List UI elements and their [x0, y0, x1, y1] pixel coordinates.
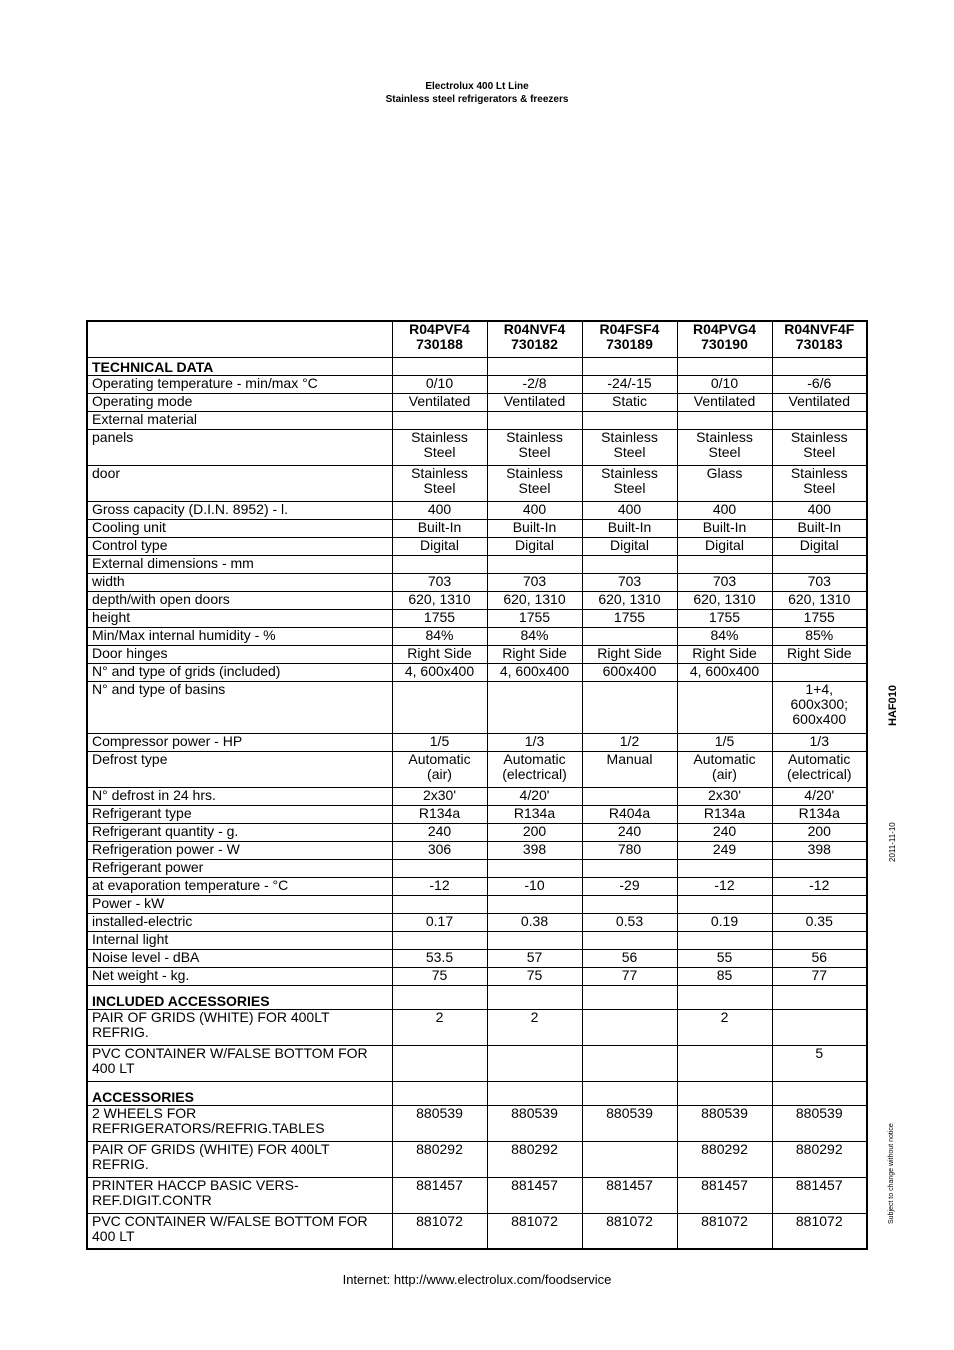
value-cell: 240: [392, 823, 487, 841]
value-cell: 4, 600x400: [677, 663, 772, 681]
value-cell: [487, 895, 582, 913]
value-cell: [582, 1009, 677, 1045]
value-cell: 200: [487, 823, 582, 841]
value-cell: 880292: [392, 1141, 487, 1177]
value-cell: 1755: [677, 609, 772, 627]
row-label: panels: [87, 429, 392, 465]
value-cell: 880292: [487, 1141, 582, 1177]
row-label: depth/with open doors: [87, 591, 392, 609]
value-cell: 703: [487, 573, 582, 591]
value-cell: 600x400: [582, 663, 677, 681]
value-cell: Built-In: [392, 519, 487, 537]
table-row: [87, 1009, 867, 1045]
value-cell: 77: [582, 967, 677, 985]
value-cell: Digital: [487, 537, 582, 555]
model-name: R04PVF4: [409, 321, 470, 337]
value-cell: 880292: [677, 1141, 772, 1177]
value-cell: 400: [582, 501, 677, 519]
value-cell: [582, 627, 677, 645]
value-cell: 57: [487, 949, 582, 967]
value-cell: Right Side: [392, 645, 487, 663]
value-cell: Stainless Steel: [487, 429, 582, 465]
value-cell: 398: [772, 841, 867, 859]
value-cell: [582, 681, 677, 733]
table-row: [87, 663, 867, 681]
value-cell: 0.38: [487, 913, 582, 931]
document-header: [0, 80, 954, 106]
row-label: PAIR OF GRIDS (WHITE) FOR 400LT REFRIG.: [87, 1009, 392, 1045]
row-label: PAIR OF GRIDS (WHITE) FOR 400LT REFRIG.: [87, 1141, 392, 1177]
row-label: Refrigeration power - W: [87, 841, 392, 859]
value-cell: -29: [582, 877, 677, 895]
value-cell: Digital: [392, 537, 487, 555]
row-label: Defrost type: [87, 751, 392, 787]
table-row: [87, 1213, 867, 1249]
table-row: [87, 841, 867, 859]
value-cell: 881457: [772, 1177, 867, 1213]
row-label: Min/Max internal humidity - %: [87, 627, 392, 645]
value-cell: Automatic (electrical): [487, 751, 582, 787]
value-cell: [772, 931, 867, 949]
row-label: Power - kW: [87, 895, 392, 913]
row-label: PVC CONTAINER W/FALSE BOTTOM FOR 400 LT: [87, 1045, 392, 1081]
technical-data-heading: [87, 357, 867, 375]
value-cell: 306: [392, 841, 487, 859]
value-cell: Stainless Steel: [772, 465, 867, 501]
value-cell: 4, 600x400: [487, 663, 582, 681]
row-label: Net weight - kg.: [87, 967, 392, 985]
value-cell: 881072: [582, 1213, 677, 1249]
value-cell: R134a: [677, 805, 772, 823]
footer-url: Internet: http://www.electrolux.com/foodservice: [342, 1272, 612, 1287]
value-cell: 620, 1310: [487, 591, 582, 609]
value-cell: 703: [392, 573, 487, 591]
value-cell: [392, 411, 487, 429]
value-cell: [392, 681, 487, 733]
value-cell: [677, 411, 772, 429]
value-cell: 240: [677, 823, 772, 841]
value-cell: 4, 600x400: [392, 663, 487, 681]
table-row: [87, 555, 867, 573]
value-cell: 5: [772, 1045, 867, 1081]
value-cell: [772, 895, 867, 913]
value-cell: Built-In: [677, 519, 772, 537]
value-cell: 620, 1310: [677, 591, 772, 609]
table-row: [87, 591, 867, 609]
table-row: [87, 967, 867, 985]
table-row: [87, 787, 867, 805]
empty-cell: [772, 985, 867, 1009]
value-cell: 77: [772, 967, 867, 985]
row-label: External material: [87, 411, 392, 429]
row-label: Gross capacity (D.I.N. 8952) - l.: [87, 501, 392, 519]
empty-cell: [772, 357, 867, 375]
empty-cell: [677, 985, 772, 1009]
model-header-cell: [582, 321, 677, 357]
value-cell: [772, 1009, 867, 1045]
value-cell: 84%: [392, 627, 487, 645]
value-cell: 85%: [772, 627, 867, 645]
value-cell: -12: [677, 877, 772, 895]
value-cell: [487, 411, 582, 429]
value-cell: 1755: [487, 609, 582, 627]
row-label: Operating temperature - min/max °C: [87, 375, 392, 393]
table-row: [87, 913, 867, 931]
value-cell: R404a: [582, 805, 677, 823]
table-row: [87, 429, 867, 465]
section-heading: ACCESSORIES: [87, 1081, 392, 1105]
row-label: N° and type of basins: [87, 681, 392, 733]
value-cell: 880539: [677, 1105, 772, 1141]
included-accessories-heading: [87, 985, 867, 1009]
value-cell: -12: [772, 877, 867, 895]
value-cell: 880539: [772, 1105, 867, 1141]
row-label: Internal light: [87, 931, 392, 949]
model-name: R04PVG4: [692, 321, 757, 337]
value-cell: 0.53: [582, 913, 677, 931]
model-name: R04FSF4: [599, 321, 660, 337]
value-cell: Stainless Steel: [582, 465, 677, 501]
value-cell: [392, 859, 487, 877]
row-label: External dimensions - mm: [87, 555, 392, 573]
value-cell: [487, 859, 582, 877]
value-cell: [772, 663, 867, 681]
table-row: [87, 645, 867, 663]
table-row: [87, 573, 867, 591]
row-label: Noise level - dBA: [87, 949, 392, 967]
value-cell: 4/20': [487, 787, 582, 805]
table-row: [87, 931, 867, 949]
value-cell: 1/5: [677, 733, 772, 751]
value-cell: R134a: [772, 805, 867, 823]
value-cell: 880539: [392, 1105, 487, 1141]
value-cell: 4/20': [772, 787, 867, 805]
value-cell: [582, 411, 677, 429]
value-cell: Stainless Steel: [582, 429, 677, 465]
value-cell: Right Side: [582, 645, 677, 663]
value-cell: 2x30': [677, 787, 772, 805]
value-cell: 1/3: [772, 733, 867, 751]
value-cell: [677, 895, 772, 913]
value-cell: Stainless Steel: [677, 429, 772, 465]
value-cell: Stainless Steel: [392, 465, 487, 501]
row-label: Compressor power - HP: [87, 733, 392, 751]
value-cell: Automatic (air): [392, 751, 487, 787]
table-row: [87, 627, 867, 645]
value-cell: 780: [582, 841, 677, 859]
table-row: [87, 751, 867, 787]
model-header-cell: [487, 321, 582, 357]
value-cell: Glass: [677, 465, 772, 501]
value-cell: Static: [582, 393, 677, 411]
value-cell: 0.19: [677, 913, 772, 931]
value-cell: 400: [772, 501, 867, 519]
table-row: [87, 895, 867, 913]
value-cell: [582, 787, 677, 805]
value-cell: 398: [487, 841, 582, 859]
table-row: [87, 1045, 867, 1081]
model-code: 730190: [701, 336, 748, 352]
value-cell: [392, 1045, 487, 1081]
model-header-row: [87, 321, 867, 357]
value-cell: [772, 859, 867, 877]
value-cell: [392, 931, 487, 949]
row-label: Operating mode: [87, 393, 392, 411]
value-cell: -10: [487, 877, 582, 895]
value-cell: [582, 1045, 677, 1081]
value-cell: 400: [677, 501, 772, 519]
value-cell: Stainless Steel: [772, 429, 867, 465]
value-cell: 0/10: [392, 375, 487, 393]
row-label: N° and type of grids (included): [87, 663, 392, 681]
value-cell: 880539: [487, 1105, 582, 1141]
value-cell: 620, 1310: [582, 591, 677, 609]
value-cell: [677, 859, 772, 877]
value-cell: [392, 555, 487, 573]
value-cell: [677, 931, 772, 949]
table-row: [87, 609, 867, 627]
value-cell: 1/5: [392, 733, 487, 751]
value-cell: 2: [677, 1009, 772, 1045]
value-cell: 703: [582, 573, 677, 591]
value-cell: 53.5: [392, 949, 487, 967]
value-cell: Right Side: [487, 645, 582, 663]
value-cell: 0/10: [677, 375, 772, 393]
value-cell: Digital: [772, 537, 867, 555]
value-cell: Manual: [582, 751, 677, 787]
value-cell: 200: [772, 823, 867, 841]
section-heading: TECHNICAL DATA: [87, 357, 392, 375]
value-cell: [392, 895, 487, 913]
row-label: PRINTER HACCP BASIC VERS-REF.DIGIT.CONTR: [87, 1177, 392, 1213]
row-label: door: [87, 465, 392, 501]
table-row: [87, 1105, 867, 1141]
row-label: width: [87, 573, 392, 591]
value-cell: [677, 1045, 772, 1081]
value-cell: 881072: [677, 1213, 772, 1249]
value-cell: Ventilated: [487, 393, 582, 411]
value-cell: -12: [392, 877, 487, 895]
empty-cell: [772, 1081, 867, 1105]
empty-cell: [677, 357, 772, 375]
value-cell: R134a: [392, 805, 487, 823]
value-cell: 84%: [677, 627, 772, 645]
table-row: [87, 375, 867, 393]
value-cell: 1+4, 600x300; 600x400: [772, 681, 867, 733]
row-label: height: [87, 609, 392, 627]
value-cell: 880292: [772, 1141, 867, 1177]
value-cell: 881457: [392, 1177, 487, 1213]
value-cell: [677, 681, 772, 733]
value-cell: 55: [677, 949, 772, 967]
empty-cell: [392, 1081, 487, 1105]
row-label: Door hinges: [87, 645, 392, 663]
row-label: Refrigerant quantity - g.: [87, 823, 392, 841]
empty-cell: [392, 985, 487, 1009]
value-cell: [772, 555, 867, 573]
value-cell: 881072: [392, 1213, 487, 1249]
table-row: [87, 1177, 867, 1213]
document-subtitle: Stainless steel refrigerators & freezers: [385, 94, 569, 105]
value-cell: 75: [392, 967, 487, 985]
model-header-cell: [677, 321, 772, 357]
value-cell: 1755: [772, 609, 867, 627]
empty-cell: [677, 1081, 772, 1105]
table-row: [87, 877, 867, 895]
empty-cell: [582, 985, 677, 1009]
accessories-heading: [87, 1081, 867, 1105]
value-cell: 84%: [487, 627, 582, 645]
value-cell: Digital: [677, 537, 772, 555]
model-code: 730188: [416, 336, 463, 352]
value-cell: 2: [392, 1009, 487, 1045]
value-cell: Ventilated: [677, 393, 772, 411]
value-cell: 400: [487, 501, 582, 519]
value-cell: 1755: [582, 609, 677, 627]
value-cell: 620, 1310: [392, 591, 487, 609]
value-cell: 881072: [487, 1213, 582, 1249]
value-cell: [582, 1141, 677, 1177]
model-name: R04NVF4F: [784, 321, 855, 337]
table-row: [87, 823, 867, 841]
model-header-cell: [772, 321, 867, 357]
value-cell: 620, 1310: [772, 591, 867, 609]
value-cell: -6/6: [772, 375, 867, 393]
value-cell: [487, 681, 582, 733]
empty-cell: [487, 357, 582, 375]
model-code: 730182: [511, 336, 558, 352]
value-cell: [677, 555, 772, 573]
value-cell: Right Side: [677, 645, 772, 663]
value-cell: 85: [677, 967, 772, 985]
row-label: Cooling unit: [87, 519, 392, 537]
value-cell: Digital: [582, 537, 677, 555]
value-cell: R134a: [487, 805, 582, 823]
value-cell: 240: [582, 823, 677, 841]
row-label: installed-electric: [87, 913, 392, 931]
value-cell: 703: [772, 573, 867, 591]
row-label: Control type: [87, 537, 392, 555]
value-cell: -24/-15: [582, 375, 677, 393]
table-row: [87, 465, 867, 501]
value-cell: 0.35: [772, 913, 867, 931]
row-label: Refrigerant type: [87, 805, 392, 823]
section-heading: INCLUDED ACCESSORIES: [87, 985, 392, 1009]
value-cell: Stainless Steel: [487, 465, 582, 501]
row-label: at evaporation temperature - °C: [87, 877, 392, 895]
row-label: PVC CONTAINER W/FALSE BOTTOM FOR 400 LT: [87, 1213, 392, 1249]
value-cell: 56: [582, 949, 677, 967]
value-cell: 1755: [392, 609, 487, 627]
empty-cell: [582, 1081, 677, 1105]
value-cell: Built-In: [582, 519, 677, 537]
table-row: [87, 411, 867, 429]
document-code: HAF010: [887, 685, 899, 726]
value-cell: [487, 1045, 582, 1081]
value-cell: 0.17: [392, 913, 487, 931]
value-cell: Stainless Steel: [392, 429, 487, 465]
empty-cell: [582, 357, 677, 375]
table-row: [87, 393, 867, 411]
value-cell: Built-In: [772, 519, 867, 537]
value-cell: 880539: [582, 1105, 677, 1141]
table-row: [87, 501, 867, 519]
table-row: [87, 805, 867, 823]
value-cell: Right Side: [772, 645, 867, 663]
model-code: 730189: [606, 336, 653, 352]
value-cell: 56: [772, 949, 867, 967]
technical-data-table: [86, 320, 868, 1250]
value-cell: 2x30': [392, 787, 487, 805]
empty-cell: [487, 985, 582, 1009]
value-cell: 1/2: [582, 733, 677, 751]
row-label: 2 WHEELS FOR REFRIGERATORS/REFRIG.TABLES: [87, 1105, 392, 1141]
value-cell: 1/3: [487, 733, 582, 751]
value-cell: Ventilated: [772, 393, 867, 411]
value-cell: [582, 859, 677, 877]
value-cell: 881457: [487, 1177, 582, 1213]
table-row: [87, 733, 867, 751]
table-row: [87, 1141, 867, 1177]
document-title: Electrolux 400 Lt Line: [425, 81, 529, 92]
value-cell: 2: [487, 1009, 582, 1045]
table-row: [87, 859, 867, 877]
value-cell: 75: [487, 967, 582, 985]
header-blank-cell: [87, 321, 392, 357]
empty-cell: [487, 1081, 582, 1105]
empty-cell: [392, 357, 487, 375]
table-row: [87, 681, 867, 733]
model-header-cell: [392, 321, 487, 357]
value-cell: 703: [677, 573, 772, 591]
value-cell: Ventilated: [392, 393, 487, 411]
value-cell: Automatic (air): [677, 751, 772, 787]
table-row: [87, 537, 867, 555]
value-cell: 249: [677, 841, 772, 859]
row-label: N° defrost in 24 hrs.: [87, 787, 392, 805]
value-cell: 400: [392, 501, 487, 519]
change-notice: Subject to change without notice: [888, 1123, 895, 1224]
value-cell: [772, 411, 867, 429]
value-cell: [487, 931, 582, 949]
value-cell: [487, 555, 582, 573]
model-name: R04NVF4: [503, 321, 566, 337]
value-cell: 881072: [772, 1213, 867, 1249]
table-row: [87, 519, 867, 537]
value-cell: 881457: [582, 1177, 677, 1213]
value-cell: [582, 555, 677, 573]
value-cell: [582, 931, 677, 949]
value-cell: 881457: [677, 1177, 772, 1213]
value-cell: Automatic (electrical): [772, 751, 867, 787]
document-date: 2011-11-10: [888, 822, 897, 862]
table-row: [87, 949, 867, 967]
value-cell: [582, 895, 677, 913]
value-cell: Built-In: [487, 519, 582, 537]
row-label: Refrigerant power: [87, 859, 392, 877]
value-cell: -2/8: [487, 375, 582, 393]
model-code: 730183: [795, 336, 843, 352]
